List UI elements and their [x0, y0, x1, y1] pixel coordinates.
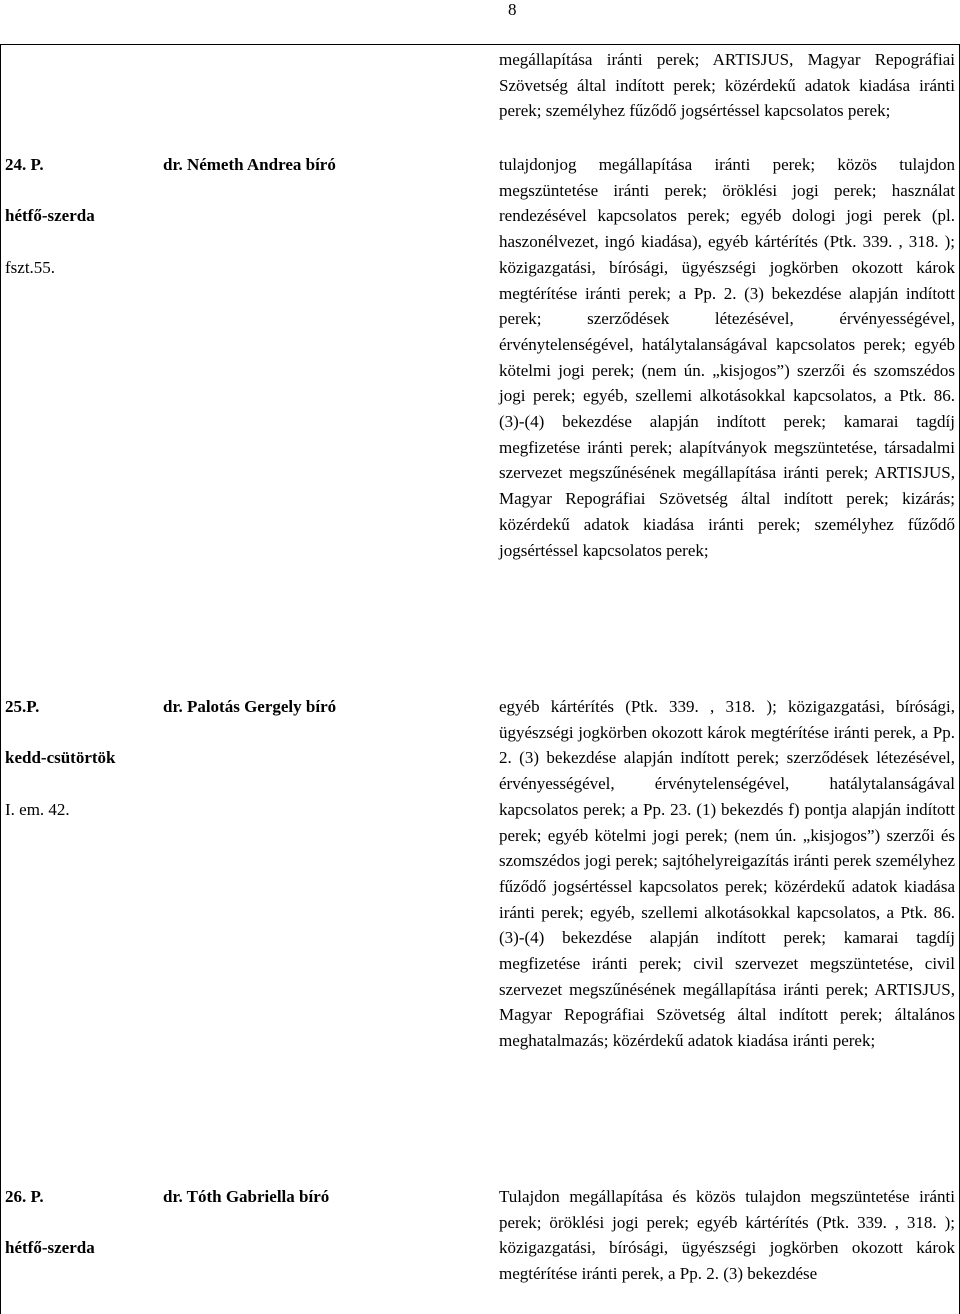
panel-number: 25.P. [5, 697, 40, 716]
judge-name-nemeth: dr. Németh Andrea bíró [163, 155, 336, 174]
room-number: fszt.55. [5, 257, 56, 277]
judge-name-toth: dr. Tóth Gabriella bíró [163, 1187, 330, 1206]
panel-number: 26. P. [5, 1187, 44, 1206]
case-types-continuation: megállapítása iránti perek; ARTISJUS, Magyar Repográfiai Szövetség által indított perek; közérdekű adatok kiadása iránti perek; személyhez fűződő jogsértéssel kapcsolatos perek; [499, 50, 955, 121]
panel-number: 24. P. [5, 155, 44, 174]
session-days: hétfő-szerda [5, 1238, 95, 1258]
case-types-toth: Tulajdon megállapítása és közös tulajdon megszüntetése iránti perek; öröklési jogi perek; egyéb kártérítés (Ptk. 339. , 318. ); közigazgatási, bírósági, ügyészségi jogkörben okozott károk megtérítése iránti perek, a Pp. 2. (3) bekezdése [499, 1187, 955, 1284]
case-types-palotas: egyéb kártérítés (Ptk. 339. , 318. ); közigazgatási, bírósági, ügyészségi jogkörben okozott károk megtérítése iránti perek, a Pp. 2. (3) bekezdése alapján indított perek; szerződések létezésével, érvényességével, érvénytelenségével, hatálytalanságával kapcsolatos perek; a Pp. 23. (1) bekezdés f) pontja alapján indított perek; egyéb kötelmi jogi perek; (nem ún. „kisjogos”) szerzői és szomszédos jogi perek; sajtóhelyreigazítás iránti perek személyhez fűződő jogsértéssel kapcsolatos perek; közérdekű adatok kiadása iránti perek; egyéb, szellemi alkotásokkal kapcsolatos, a Ptk. 86. (3)-(4) bekezdése alapján indított perek; kamarai tagdíj megfizetése iránti perek; civil szervezet megszüntetése, civil szervezet megszűnésének megállapítása iránti perek; ARTISJUS, Magyar Repográfiai Szövetség által indított perek; általános meghatalmazás; közérdekű adatok kiadása iránti perek; [499, 697, 955, 1051]
judge-assignment-table [0, 44, 960, 1314]
room-info-25 [5, 694, 155, 822]
case-types-nemeth: tulajdonjog megállapítása iránti perek; közös tulajdon megszüntetése iránti perek; öröklési jogi perek; használat rendezésével kapcsolatos perek; egyéb dologi jogi perek (pl. haszonélvezet, ingó kiadása), egyéb kártérítés (Ptk. 339. , 318. ); közigazgatási, bírósági, ügyészségi jogkörben okozott károk megtérítése iránti perek; a Pp. 2. (3) bekezdése alapján indított perek; szerződések létezésével, érvényességével, érvénytelenségével, hatálytalanságával kapcsolatos perek; egyéb kötelmi jogi perek; (nem ún. „kisjogos”) szerzői és szomszédos jogi perek; egyéb, szellemi alkotásokkal kapcsolatos, a Ptk. 86. (3)-(4) bekezdése alapján indított perek; kamarai tagdíj megfizetése iránti perek; alapítványok megszüntetése, társadalmi szervezet megszűnésének megállapítása iránti perek; ARTISJUS, Magyar Repográfiai Szövetség által indított perek; kizárás; közérdekű adatok kiadása iránti perek; személyhez fűződő jogsértéssel kapcsolatos perek; [499, 155, 955, 560]
session-days: hétfő-szerda [5, 206, 95, 226]
room-info-26 [5, 1184, 155, 1261]
room-number: I. em. 42. [5, 799, 70, 819]
session-days: kedd-csütörtök [5, 748, 116, 768]
judge-name-palotas: dr. Palotás Gergely bíró [163, 697, 337, 716]
room-info-24 [5, 152, 155, 280]
page-number: 8 [508, 0, 517, 19]
